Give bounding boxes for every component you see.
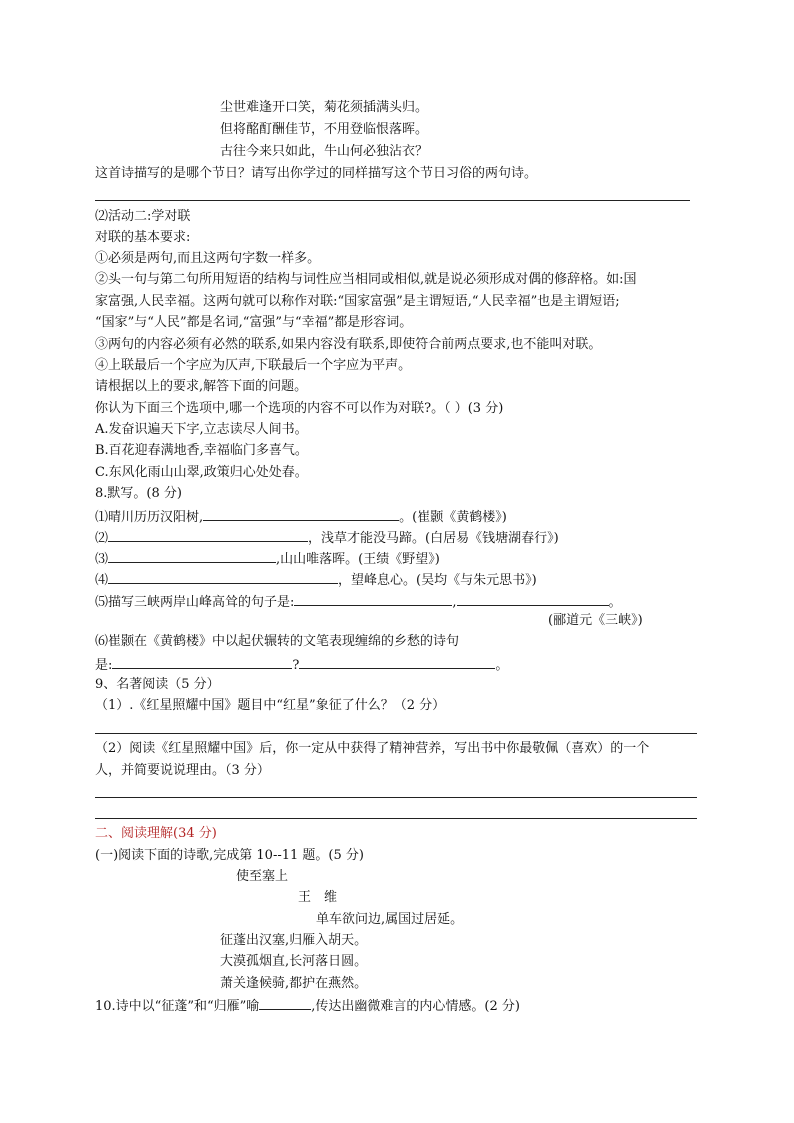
answer-line[interactable] <box>95 733 697 734</box>
poem-line: 但将酩酊酬佳节，不用登临恨落晖。 <box>220 122 429 137</box>
q8-item-6: ⑹崔颢在《黄鹤楼》中以起伏辗转的文笔表现缠绵的乡愁的诗句 <box>95 634 460 649</box>
activity-title: ⑵活动二:学对联 <box>95 209 191 224</box>
q8-text: 是: <box>95 658 113 673</box>
fill-blank[interactable] <box>112 655 292 669</box>
q8-text: ，望峰息心。(吴均《与朱元思书》) <box>338 573 537 588</box>
question-text: 这首诗描写的是哪个节日？请写出你学过的同样描写这个节日习俗的两句诗。 <box>95 166 538 181</box>
poem-line: 萧关逢候骑,都护在燕然。 <box>220 976 368 991</box>
q8-text: 。 <box>495 658 509 673</box>
q8-item-1 <box>95 507 507 527</box>
fill-blank[interactable] <box>108 549 276 563</box>
q8-text: 。(崔颢《黄鹤楼》) <box>399 510 507 525</box>
q8-text: ⑶ <box>95 552 109 567</box>
option-c: C.东风化雨山山翠,政策归心处处春。 <box>95 465 308 480</box>
section-heading-text: 二、阅读理解 <box>95 826 174 841</box>
intro-text: 对联的基本要求: <box>95 230 191 245</box>
section-intro: (一)阅读下面的诗歌,完成第 10--11 题。(5 分) <box>95 848 364 863</box>
poem-line: 大漠孤烟直,长河落日圆。 <box>220 954 368 969</box>
rule-text: 家富强,人民幸福。这两句就可以称作对联:“国家富强”是主谓短语,“人民幸福”也是主谓短语; <box>95 294 620 309</box>
rule-text: ③两句的内容必须有必然的联系,如果内容没有联系,即使符合前两点要求,也不能叫对联。 <box>95 337 602 352</box>
poem-line: 征蓬出汉塞,归雁入胡天。 <box>220 933 368 948</box>
section-score: (34 分) <box>173 826 217 841</box>
q9-sub2: （2）阅读《红星照耀中国》后，你一定从中获得了精神营养，写出书中你最敬佩（喜欢）的一个 <box>95 741 650 756</box>
poem-author: 王 维 <box>298 890 338 905</box>
q8-text: ⑷ <box>95 573 109 588</box>
question-text: 你认为下面三个选项中,哪一个选项的内容不可以作为对联?。（ ）(3 分) <box>95 401 504 416</box>
q8-item-2 <box>95 528 559 548</box>
q8-text: ? <box>292 658 300 673</box>
rule-text: ①必须是两句,而且这两句字数一样多。 <box>95 251 321 266</box>
answer-line[interactable] <box>95 818 697 819</box>
q9-sub1: （1）.《红星照耀中国》题目中“红星”象征了什么？（2 分） <box>95 698 446 713</box>
fill-blank[interactable] <box>457 592 609 606</box>
q8-text: ⑸描写三峡两岸山峰高耸的句子是: <box>95 595 295 610</box>
q8-text: , <box>452 595 457 610</box>
q10 <box>95 996 520 1016</box>
answer-line[interactable] <box>95 200 690 201</box>
fill-blank[interactable] <box>108 570 338 584</box>
q8-text: 。 <box>608 595 622 610</box>
option-a: A.发奋识遍天下字,立志读尽人间书。 <box>95 422 308 437</box>
q8-item-4 <box>95 570 537 590</box>
q8-text: ，浅草才能没马蹄。(白居易《钱塘湖春行》) <box>308 531 559 546</box>
q10-text: 10.诗中以“征蓬”和“归雁”喻 <box>95 999 260 1014</box>
prompt-text: 请根据以上的要求,解答下面的问题。 <box>95 379 308 394</box>
q8-item-5 <box>95 592 622 612</box>
poem-line: 古往今来只如此，牛山何必独沾衣？ <box>220 144 429 159</box>
fill-blank[interactable] <box>203 507 399 521</box>
source-citation: (郦道元《三峡》) <box>548 613 643 628</box>
rule-text: “国家”与“人民”都是名词,“富强”与“幸福”都是形容词。 <box>95 315 413 330</box>
poem-line: 单车欲问边,属国过居延。 <box>316 912 464 927</box>
rule-text: ②头一句与第二句所用短语的结构与词性应当相同或相似,就是说必须形成对偶的修辞格。如:国 <box>95 272 637 287</box>
rule-text: ④上联最后一个字应为仄声,下联最后一个字应为平声。 <box>95 358 412 373</box>
q10-text: ,传达出幽微难言的内心情感。(2 分) <box>311 999 520 1014</box>
q9-title: 9、名著阅读（5 分） <box>95 677 220 692</box>
q8-text: ⑴晴川历历汉阳树, <box>95 510 204 525</box>
fill-blank[interactable] <box>299 655 495 669</box>
q8-text: ,山山唯落晖。(王绩《野望》) <box>276 552 440 567</box>
fill-blank[interactable] <box>259 996 311 1010</box>
fill-blank[interactable] <box>294 592 452 606</box>
q8-item-6-answer <box>95 655 508 675</box>
fill-blank[interactable] <box>108 528 308 542</box>
answer-line[interactable] <box>95 797 697 798</box>
poem-line: 尘世难逢开口笑，菊花须插满头归。 <box>220 100 429 115</box>
option-b: B.百花迎春满地香,幸福临门多喜气。 <box>95 443 308 458</box>
poem-title: 使至塞上 <box>236 869 289 884</box>
q8-text: ⑵ <box>95 531 109 546</box>
q8-title: 8.默写。(8 分) <box>95 486 182 501</box>
q8-item-3 <box>95 549 440 569</box>
q9-sub2: 人，并简要说说理由。（3 分） <box>95 763 270 778</box>
section-heading <box>95 825 217 843</box>
